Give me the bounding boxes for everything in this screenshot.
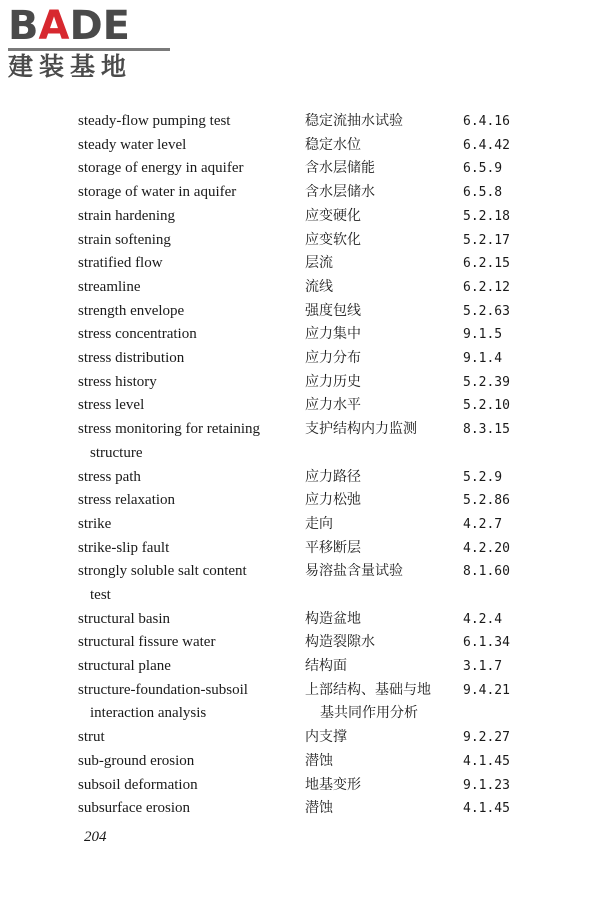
clause-number: 6.5.8 (463, 185, 503, 201)
english-term: storage of energy in aquifer (78, 160, 244, 177)
english-term: stress concentration (78, 326, 197, 343)
clause-number: 8.1.60 (463, 564, 510, 580)
english-term: stress monitoring for retaining (78, 421, 261, 438)
chinese-term: 构造裂隙水 (305, 634, 375, 651)
chinese-term: 应变硬化 (305, 207, 361, 224)
english-term-continuation: test (90, 586, 111, 603)
chinese-term: 应力水平 (305, 397, 361, 414)
chinese-term: 结构面 (305, 658, 347, 675)
english-term: stress level (78, 397, 145, 414)
english-term: stress path (78, 468, 141, 485)
english-term: steady-flow pumping test (78, 113, 231, 129)
english-term: strike-slip fault (78, 539, 170, 556)
clause-number: 5.2.9 (463, 469, 503, 485)
clause-number: 5.2.86 (463, 493, 510, 509)
chinese-term: 流线 (305, 278, 333, 295)
english-term: stratified flow (78, 255, 163, 272)
english-term: strut (78, 729, 105, 746)
english-term: strength envelope (78, 302, 185, 319)
chinese-term: 应力松弛 (305, 492, 361, 509)
chinese-term: 层流 (305, 255, 333, 272)
page-number: 204 (84, 829, 107, 845)
clause-number: 9.4.21 (463, 682, 510, 698)
chinese-term: 潜蚀 (305, 752, 333, 769)
english-term: structural fissure water (78, 634, 216, 651)
chinese-term: 应力集中 (305, 326, 361, 343)
brand-wordmark: BADE (8, 3, 130, 49)
clause-number: 6.4.42 (463, 137, 510, 153)
english-term-continuation: structure (90, 444, 143, 461)
english-term: steady water level (78, 136, 187, 153)
chinese-term: 易溶盐含量试验 (305, 563, 403, 580)
english-term: structural plane (78, 658, 171, 675)
english-term: structural basin (78, 610, 171, 627)
clause-number: 9.1.23 (463, 777, 510, 793)
chinese-term: 上部结构、基础与地 (305, 681, 431, 698)
clause-number: 5.2.39 (463, 374, 510, 390)
chinese-term: 应力历史 (305, 373, 361, 390)
chinese-term: 应力路径 (305, 468, 361, 485)
chinese-term: 走向 (305, 515, 333, 532)
clause-number: 6.5.9 (463, 161, 503, 177)
clause-number: 4.2.20 (463, 540, 510, 556)
clause-number: 6.1.34 (463, 635, 510, 651)
english-term: stress relaxation (78, 492, 176, 509)
clause-number: 6.4.16 (463, 114, 510, 129)
clause-number: 4.1.45 (463, 753, 510, 769)
chinese-term: 潜蚀 (305, 800, 333, 817)
chinese-term: 稳定流抽水试验 (305, 113, 403, 129)
clause-number: 6.2.12 (463, 279, 510, 295)
english-term: streamline (78, 278, 141, 295)
chinese-term: 地基变形 (305, 776, 361, 793)
chinese-term: 含水层储能 (305, 160, 375, 177)
english-term: strain hardening (78, 207, 176, 224)
chinese-term: 稳定水位 (305, 136, 361, 153)
clause-number: 5.2.10 (463, 398, 510, 414)
chinese-term: 强度包线 (305, 302, 361, 319)
english-term: strike (78, 515, 112, 532)
clause-number: 3.1.7 (463, 659, 503, 675)
chinese-term: 内支撑 (305, 729, 347, 746)
chinese-term: 应力分布 (305, 350, 361, 366)
clause-number: 9.2.27 (463, 730, 510, 746)
english-term: subsoil deformation (78, 776, 198, 793)
chinese-term-continuation: 基共同作用分析 (320, 705, 418, 722)
clause-number: 6.2.15 (463, 256, 510, 272)
english-term: structure-foundation-subsoil (78, 681, 248, 698)
clause-number: 4.2.7 (463, 516, 503, 532)
clause-number: 9.1.4 (463, 351, 503, 366)
english-term: strongly soluble salt content (78, 563, 247, 580)
english-term: strain softening (78, 231, 171, 248)
brand-logo (8, 3, 178, 88)
brand-subtitle: 建装基地 (8, 52, 133, 81)
english-term-continuation: interaction analysis (90, 705, 207, 722)
clause-number: 5.2.63 (463, 303, 510, 319)
clause-number: 5.2.18 (463, 208, 510, 224)
english-term: subsurface erosion (78, 800, 191, 817)
chinese-term: 应变软化 (305, 231, 361, 248)
chinese-term: 含水层储水 (305, 184, 375, 201)
english-term: sub-ground erosion (78, 752, 195, 769)
chinese-term: 构造盆地 (305, 610, 361, 627)
clause-number: 9.1.5 (463, 327, 503, 343)
clause-number: 5.2.17 (463, 232, 510, 248)
clause-number: 4.2.4 (463, 611, 503, 627)
english-term: stress history (78, 373, 157, 390)
english-term: storage of water in aquifer (78, 184, 237, 201)
clause-number: 8.3.15 (463, 422, 510, 438)
english-term: stress distribution (78, 350, 185, 366)
chinese-term: 支护结构内力监测 (305, 421, 417, 438)
chinese-term: 平移断层 (305, 539, 361, 556)
clause-number: 4.1.45 (463, 801, 510, 817)
